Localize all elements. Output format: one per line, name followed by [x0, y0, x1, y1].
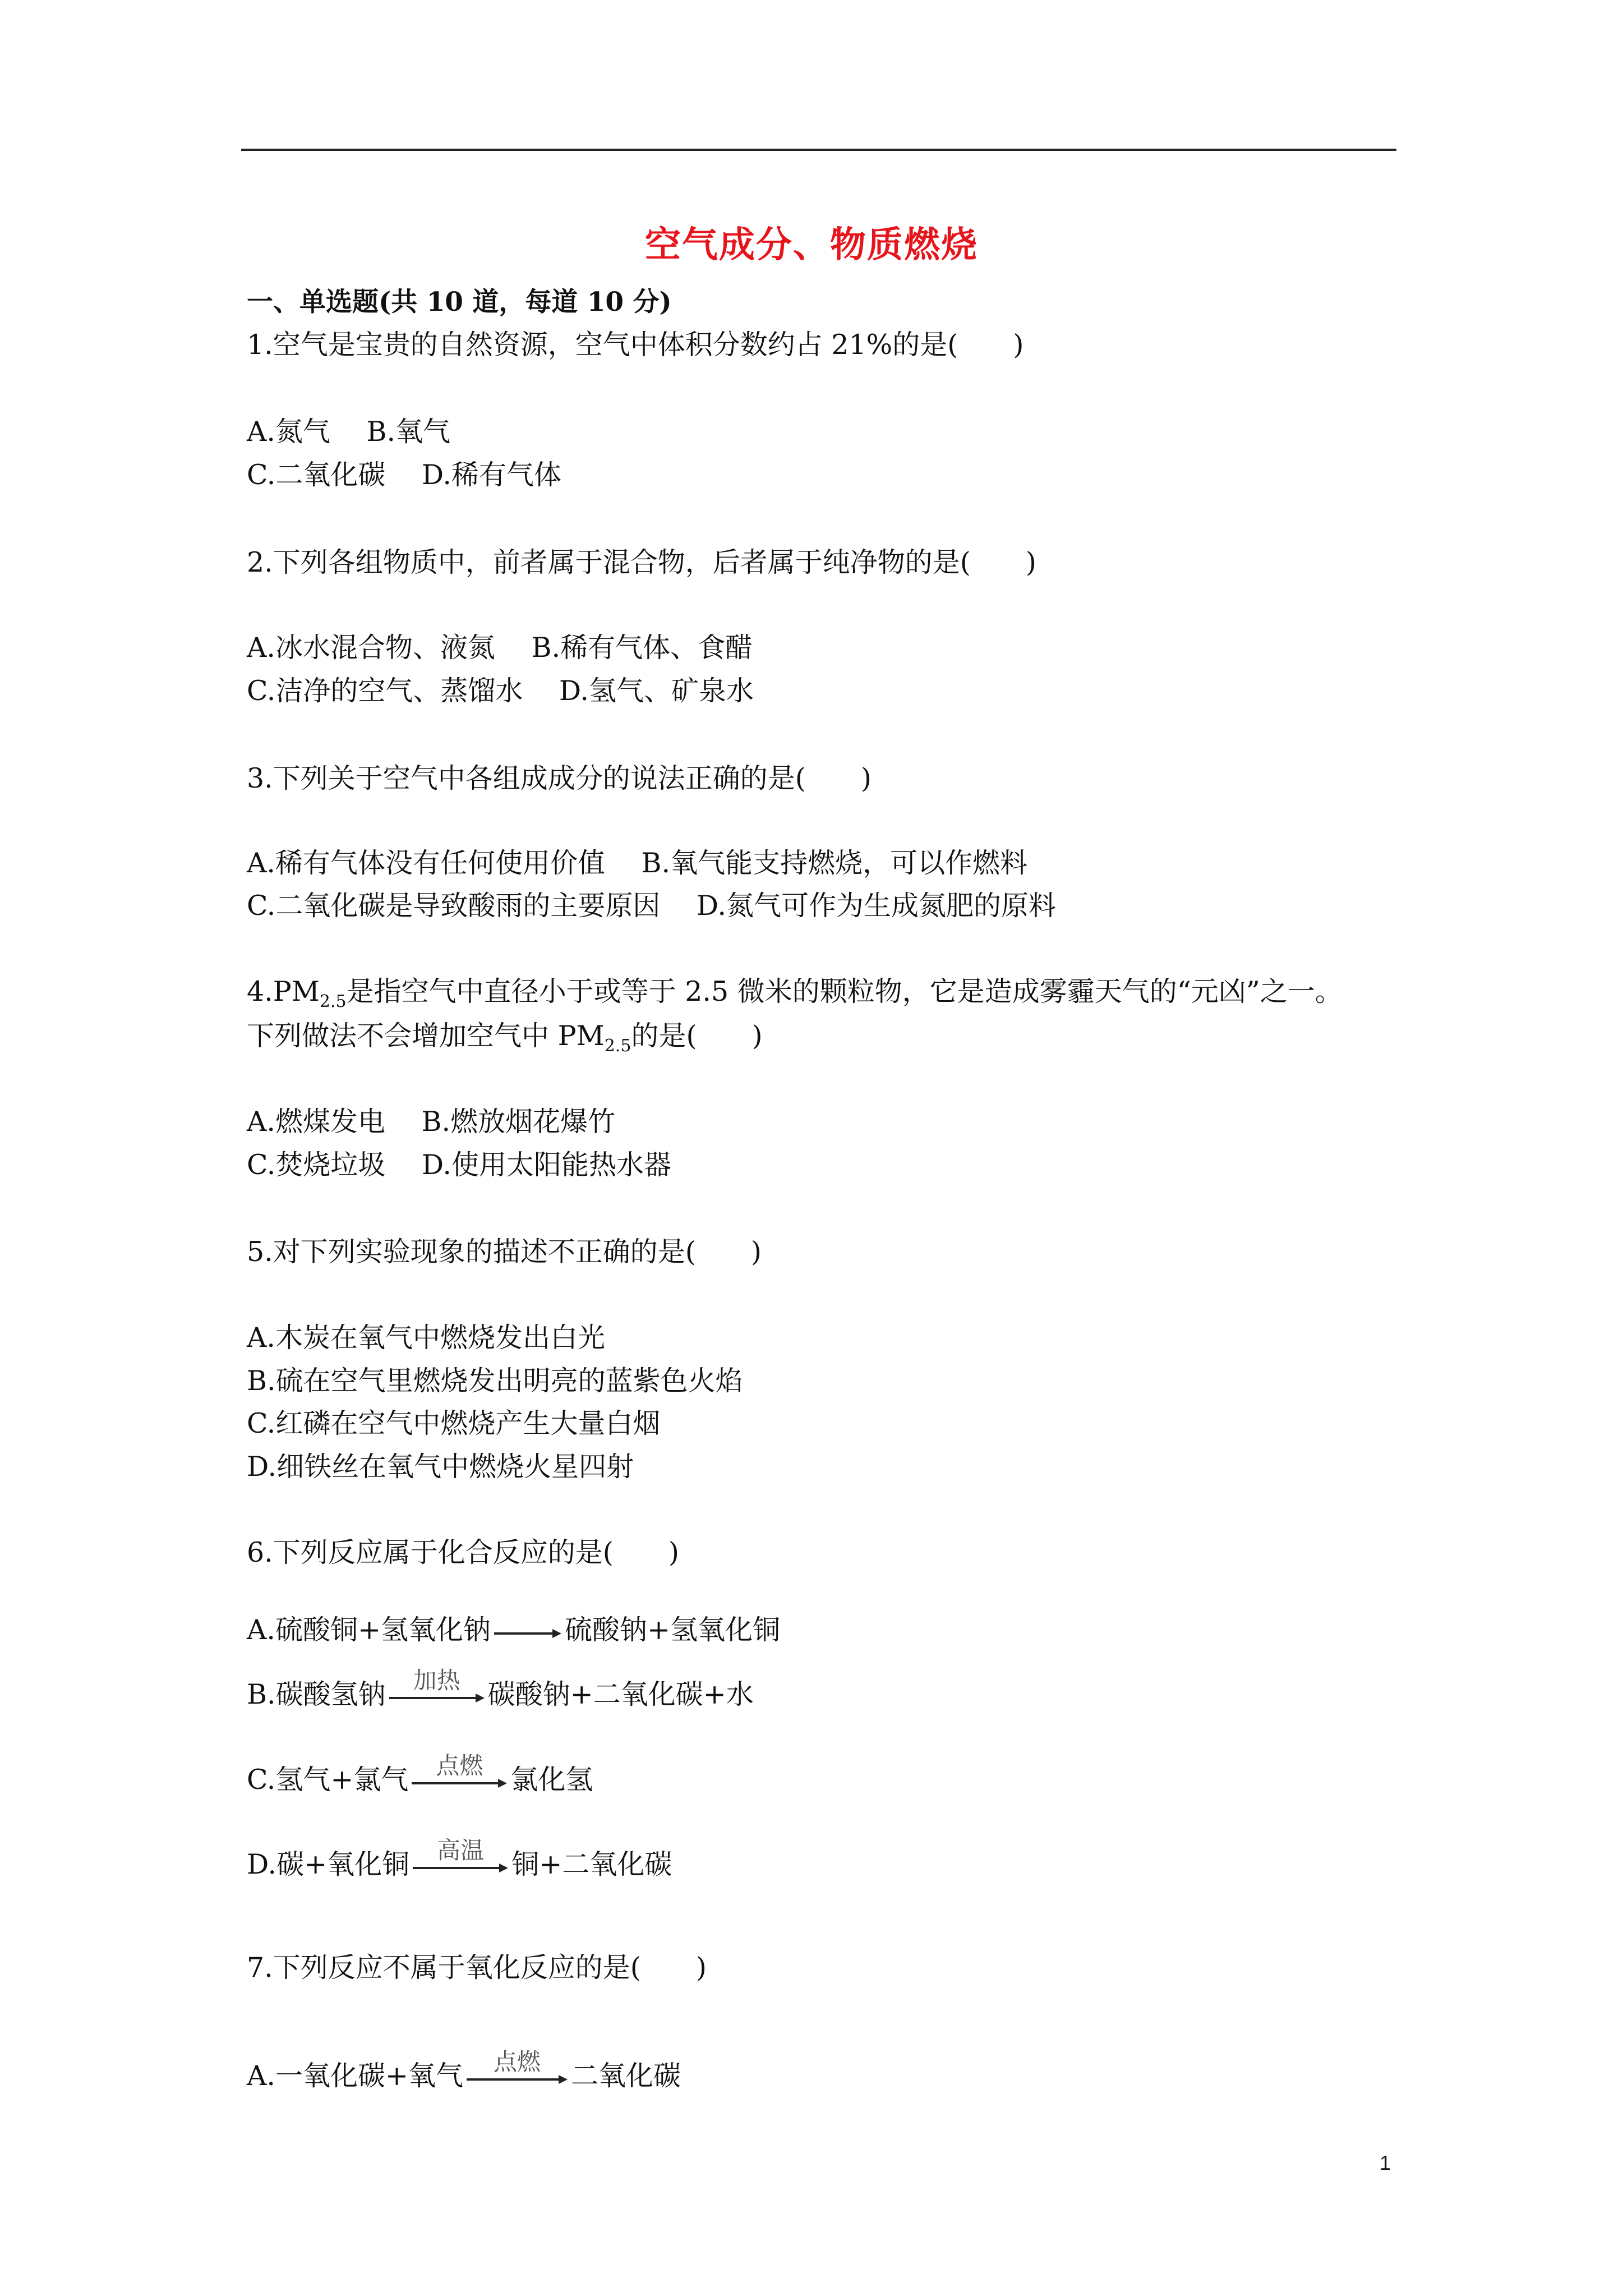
question-4-stem-rest: 是指空气中直径小于或等于 2.5 微米的颗粒物，它是造成雾霾天气的“元凶”之一。 [346, 976, 1343, 1007]
question-6-option-c [247, 1752, 593, 1796]
question-4-stem-line-1 [247, 978, 1343, 1010]
question-4-stem2-rest: 的是( ) [631, 1020, 763, 1052]
page-title: 空气成分、物质燃烧 [645, 224, 978, 266]
reaction-arrow-icon [413, 1839, 508, 1878]
reaction-condition: 加热 [413, 1667, 460, 1694]
products: 硫酸钠+氢氧化铜 [565, 1614, 781, 1646]
reaction-condition: 点燃 [436, 1752, 483, 1779]
question-2-options-row-2: C.洁净的空气、蒸馏水 D.氢气、矿泉水 [247, 675, 754, 707]
question-5-option-d: D.细铁丝在氧气中燃烧火星四射 [247, 1451, 634, 1483]
header-rule [241, 149, 1396, 151]
reaction-arrow-icon [412, 1754, 507, 1793]
page-number: 1 [1380, 2151, 1391, 2174]
question-6-option-b [247, 1669, 754, 1708]
question-4-options-row-2: C.焚烧垃圾 D.使用太阳能热水器 [247, 1149, 672, 1181]
reaction-condition: 点燃 [494, 2048, 541, 2076]
question-3-options-row-1: A.稀有气体没有任何使用价值 B.氧气能支持燃烧，可以作燃料 [247, 847, 1028, 879]
question-4-stem-prefix: 4.PM [247, 976, 320, 1007]
products: 二氧化碳 [571, 2060, 681, 2092]
question-4-options-row-1: A.燃煤发电 B.燃放烟花爆竹 [247, 1106, 616, 1138]
question-2-stem: 2.下列各组物质中，前者属于混合物，后者属于纯净物的是( ) [247, 546, 1036, 578]
question-1-options-row-2: C.二氧化碳 D.稀有气体 [247, 459, 562, 491]
reaction-arrow-icon [467, 2050, 568, 2090]
section-heading: 一、单选题(共 10 道，每道 10 分) [247, 287, 672, 318]
reactants: A.一氧化碳+氧气 [247, 2060, 464, 2092]
reaction-arrow-icon [494, 1604, 561, 1644]
reactants: A.硫酸铜+氢氧化钠 [247, 1614, 491, 1646]
question-1-stem: 1.空气是宝贵的自然资源，空气中体积分数约占 21%的是( ) [247, 329, 1024, 361]
question-6-option-a [247, 1604, 780, 1644]
question-5-option-c: C.红磷在空气中燃烧产生大量白烟 [247, 1407, 661, 1439]
question-5-option-a: A.木炭在氧气中燃烧发出白光 [247, 1322, 605, 1354]
reactants: C.氢气+氯气 [247, 1764, 409, 1796]
question-3-options-row-2: C.二氧化碳是导致酸雨的主要原因 D.氮气可作为生成氮肥的原料 [247, 890, 1057, 922]
reaction-arrow-icon [389, 1669, 485, 1708]
reaction-condition: 高温 [437, 1837, 485, 1864]
question-5-option-b: B.硫在空气里燃烧发出明亮的蓝紫色火焰 [247, 1365, 743, 1397]
pm-subscript: 2.5 [604, 1036, 631, 1056]
products: 碳酸钠+二氧化碳+水 [487, 1678, 754, 1710]
question-2-options-row-1: A.冰水混合物、液氮 B.稀有气体、食醋 [247, 632, 753, 664]
question-7-option-a [247, 2050, 681, 2090]
question-4-stem2-prefix: 下列做法不会增加空气中 PM [247, 1020, 605, 1052]
question-1-options-row-1: A.氮气 B.氧气 [247, 416, 451, 448]
question-6-stem: 6.下列反应属于化合反应的是( ) [247, 1536, 679, 1568]
question-6-option-d [247, 1839, 672, 1878]
reactants: B.碳酸氢钠 [247, 1678, 386, 1710]
products: 铜+二氧化碳 [511, 1848, 672, 1880]
pm-subscript: 2.5 [319, 991, 347, 1011]
question-5-stem: 5.对下列实验现象的描述不正确的是( ) [247, 1236, 762, 1268]
reactants: D.碳+氧化铜 [247, 1848, 410, 1880]
products: 氯化氢 [510, 1764, 593, 1796]
question-7-stem: 7.下列反应不属于氧化反应的是( ) [247, 1952, 707, 1984]
question-3-stem: 3.下列关于空气中各组成成分的说法正确的是( ) [247, 762, 872, 794]
question-4-stem-line-2 [247, 1022, 763, 1055]
